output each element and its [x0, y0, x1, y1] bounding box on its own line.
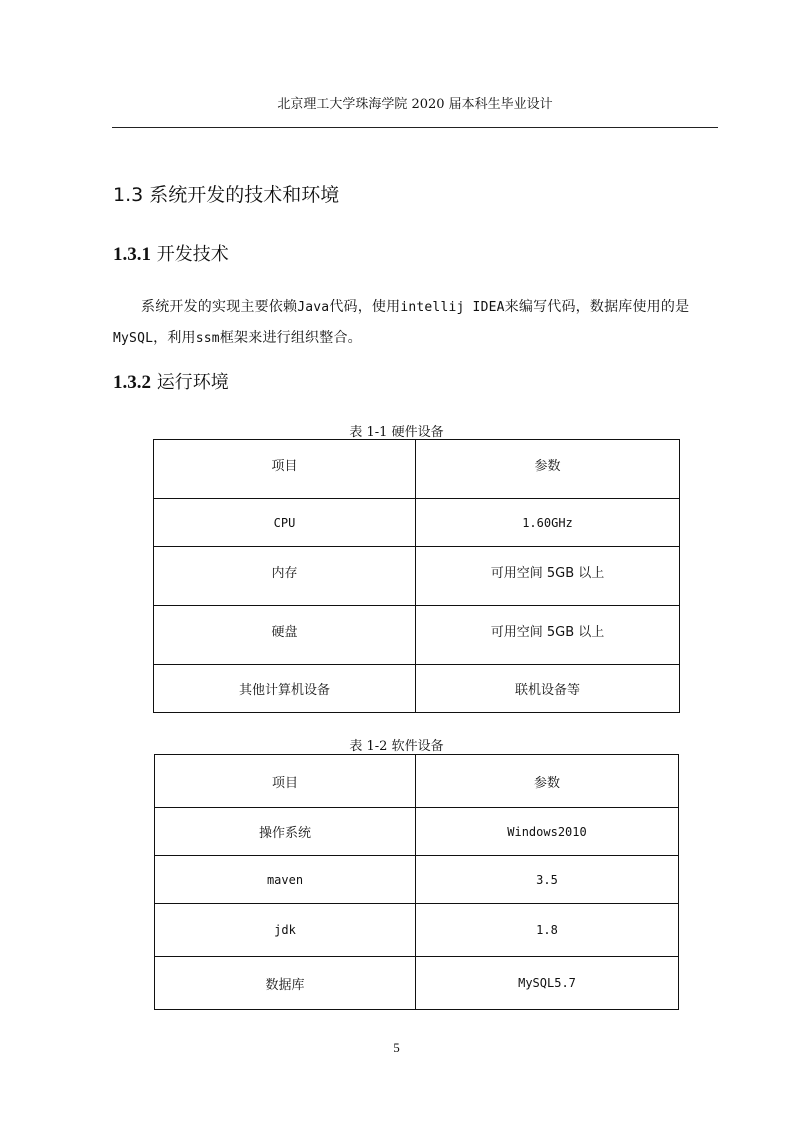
table-row	[155, 957, 679, 1010]
table-cell: MySQL5.7	[416, 957, 679, 1010]
table-caption-software: 表 1-2 软件设备	[349, 739, 444, 754]
header-cell-param: 参数	[416, 440, 680, 499]
text-run: ，利用	[153, 330, 196, 346]
table-cell: 1.60GHz	[416, 499, 680, 547]
table-row	[154, 606, 680, 665]
table-cell: 硬盘	[154, 606, 416, 665]
page-number: 5	[393, 1040, 400, 1055]
header-cell-item: 项目	[154, 440, 416, 499]
text-run: 系统开发的实现主要依赖	[141, 299, 298, 315]
subsection-number: 1.3.1	[113, 244, 151, 265]
table-cell: 联机设备等	[416, 665, 680, 713]
table-cell: 3.5	[416, 856, 679, 904]
text-run: 来编写代码，数据库使用的是	[504, 299, 690, 315]
table-cell: 操作系统	[155, 808, 416, 856]
code-term-ide: intellij IDEA	[400, 300, 505, 315]
table-cell: maven	[155, 856, 416, 904]
subsection-number: 1.3.2	[113, 372, 151, 393]
software-table	[154, 754, 679, 1010]
section-heading: 1.3 系统开发的技术和环境	[113, 184, 340, 206]
header-rule	[112, 127, 718, 128]
table-header-row	[155, 755, 679, 808]
header-cell-param: 参数	[416, 755, 679, 808]
running-header: 北京理工大学珠海学院 2020 届本科生毕业设计	[277, 97, 553, 112]
subsection-title: 运行环境	[156, 372, 229, 393]
text-run: 代码，使用	[329, 299, 401, 315]
table-cell: 1.8	[416, 904, 679, 957]
text-run: 框架来进行组织整合。	[219, 330, 362, 346]
subsection-heading-1	[113, 240, 229, 266]
subsection-heading-2	[113, 368, 229, 394]
table-cell: 内存	[154, 547, 416, 606]
table-cell: 可用空间 5GB 以上	[416, 606, 680, 665]
table-row	[155, 856, 679, 904]
hardware-table	[153, 439, 680, 713]
body-paragraph	[113, 292, 719, 354]
table-cell: 数据库	[155, 957, 416, 1010]
table-cell: jdk	[155, 904, 416, 957]
code-term-ssm: ssm	[195, 331, 220, 346]
header-cell-item: 项目	[155, 755, 416, 808]
table-caption-hardware: 表 1-1 硬件设备	[349, 425, 444, 440]
subsection-title: 开发技术	[156, 244, 229, 265]
table-cell: 其他计算机设备	[154, 665, 416, 713]
code-term-mysql: MySQL	[113, 331, 154, 346]
table-cell: Windows2010	[416, 808, 679, 856]
table-row	[154, 499, 680, 547]
table-header-row	[154, 440, 680, 499]
table-row	[154, 547, 680, 606]
table-cell: CPU	[154, 499, 416, 547]
table-row	[155, 808, 679, 856]
table-row	[154, 665, 680, 713]
table-cell: 可用空间 5GB 以上	[416, 547, 680, 606]
table-row	[155, 904, 679, 957]
code-term-java: Java	[297, 300, 330, 315]
